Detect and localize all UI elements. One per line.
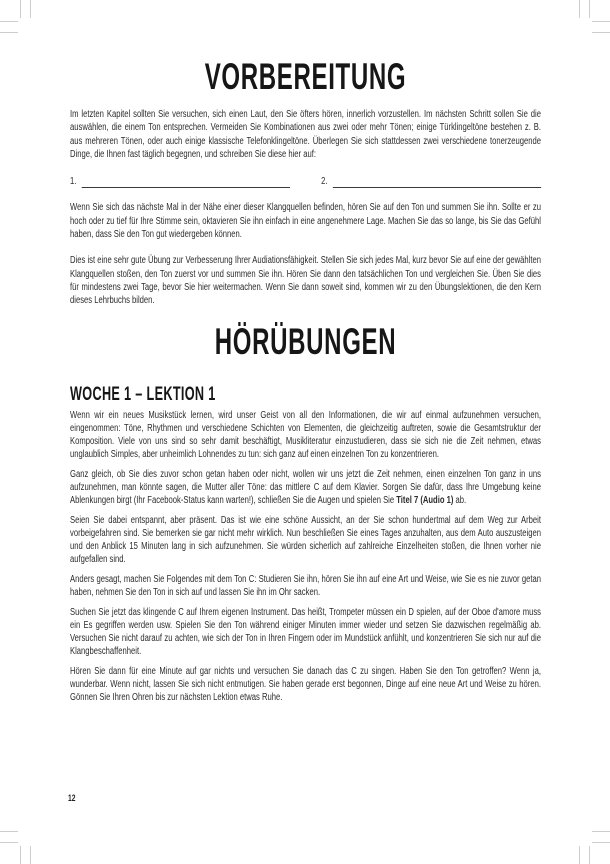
paragraph: Anders gesagt, machen Sie Folgendes mit dem Ton C: Studieren Sie ihn, hören Sie ihn auf eine Art und Weise, wie Sie es nie zuvor getan haben, nehmen Sie den Ton in sich auf und lassen Sie ihn im Ohr sacken.	[70, 573, 541, 598]
crop-mark	[0, 32, 18, 33]
paragraph-text: ab.	[453, 494, 467, 506]
blank-1-line	[82, 176, 290, 188]
blank-1-label: 1.	[70, 176, 77, 188]
lesson-heading-woche1-lektion1: WOCHE 1 – LEKTION 1	[70, 382, 216, 405]
write-in-blanks	[70, 175, 541, 188]
crop-mark	[0, 831, 18, 832]
paragraph-text: Ganz gleich, ob Sie dies zuvor schon getan haben oder nicht, wollen wir uns jetzt die Zeit nehmen, einen einzelnen Ton ganz in uns aufzunehmen, man könnte sagen, die Mutter aller Töne: das mittlere C auf dem Klavier. Sorgen Sie dafür, dass Ihre Umgebung keine Ablenkungen birgt (Ihr Facebook-Status kann warten!), schließen Sie die Augen und spielen Sie	[70, 468, 541, 506]
blank-2-line	[333, 176, 541, 188]
crop-mark	[592, 32, 610, 33]
crop-mark	[579, 0, 580, 18]
paragraph: Im letzten Kapitel sollten Sie versuchen, sich einen Laut, den Sie öfters hören, innerlich vorzustellen. Im nächsten Schritt sollen Sie die auswählen, die einem Ton entsprechen. Vermeiden Sie Kombinationen aus zwei oder mehr Tönen; einige Türklingeltöne bestehen z. B. aus mehreren Tönen, oder auch einige klassische Telefonklingeltöne. Überlegen Sie sich stattdessen zwei verschiedene tonerzeugende Dinge, die Ihnen fast täglich begegnen, und schreiben Sie diese hier auf:	[70, 109, 541, 160]
crop-mark	[30, 846, 31, 864]
chapter-title-hoeruebungen: HÖRÜBUNGEN	[214, 320, 397, 362]
crop-mark	[30, 0, 31, 18]
crop-mark	[0, 842, 18, 843]
paragraph: Suchen Sie jetzt das klingende C auf Ihrem eigenen Instrument. Das heißt, Trompeter müssen ein D spielen, auf der Oboe d'amore muss ein Es gegriffen werden usw. Spielen Sie den Ton während einiger Minuten immer wieder und setzen Sie dazwischen regelmäßig ab. Versuchen Sie nicht darauf zu achten, wie sich der Ton in Ihren Fingern oder im Mundstück anfühlt, und konzentrieren Sie sich nur auf die Klangbeschaffenheit.	[70, 606, 541, 657]
paragraph-with-audio-reference	[70, 468, 541, 507]
crop-mark	[592, 831, 610, 832]
crop-mark	[592, 21, 610, 22]
crop-mark	[592, 842, 610, 843]
crop-mark	[20, 846, 21, 864]
paragraph: Wenn Sie sich das nächste Mal in der Nähe einer dieser Klangquellen befinden, hören Sie auf den Ton und summen Sie ihn. Sollte er zu hoch oder zu tief für Ihre Stimme sein, oktavieren Sie ihn einfach in eine angenehmere Lage. Machen Sie das so lange, bis Sie das Gefühl haben, dass Sie den Ton gut wiedergeben können.	[70, 202, 541, 241]
crop-mark	[589, 846, 590, 864]
section-hoeruebungen-body	[70, 409, 541, 704]
page-content	[70, 0, 541, 704]
blank-2-label: 2.	[321, 176, 328, 188]
section-vorbereitung-body	[70, 108, 541, 308]
blank-1	[70, 175, 290, 188]
audio-track-reference: Titel 7 (Audio 1)	[396, 494, 454, 506]
crop-mark	[0, 21, 18, 22]
blank-2	[321, 175, 541, 188]
crop-mark	[20, 0, 21, 18]
paragraph: Wenn wir ein neues Musikstück lernen, wird unser Geist von all den Informationen, die wir auf einmal aufzunehmen versuchen, eingenommen: Töne, Rhythmen und verschiedene Schichten von Elementen, die gleichzeitig auftreten, sowie die Gesamtstruktur der Komposition. Viele von uns sind so sehr damit beschäftigt, Musikliteratur einzustudieren, dass sie sich nie die Zeit nehmen, etwas unglaublich Simples, aber unheimlich Lohnendes zu tun: sich ganz auf einen einzelnen Ton zu konzentrieren.	[70, 409, 541, 460]
crop-mark	[579, 846, 580, 864]
chapter-title-vorbereitung: VORBEREITUNG	[204, 56, 407, 97]
paragraph: Seien Sie dabei entspannt, aber präsent. Das ist wie eine schöne Aussicht, an der Sie schon hundertmal auf dem Weg zur Arbeit vorbeigefahren sind. Sie bemerken sie gar nicht mehr wirklich. Nun beschließen Sie eines Tages anzuhalten, aus dem Auto auszusteigen und den Anblick 15 Minuten lang in sich aufzunehmen. Sie würden sicherlich auf zahlreiche Einzelheiten stoßen, die Ihnen vorher nie aufgefallen sind.	[70, 514, 541, 565]
paragraph: Dies ist eine sehr gute Übung zur Verbesserung Ihrer Audiationsfähigkeit. Stellen Sie sich jedes Mal, kurz bevor Sie auf eine der gewählten Klangquellen stoßen, den Ton zuerst vor und summen Sie ihn. Hören Sie dann den tatsächlichen Ton und vergleichen Sie. Üben Sie dies für mindestens zwei Tage, bevor Sie hier weitermachen. Wenn Sie dann soweit sind, kommen wir zu den Übungslektionen, die den Kern dieses Lehrbuchs bilden.	[70, 255, 541, 307]
paragraph: Hören Sie dann für eine Minute auf gar nichts und versuchen Sie danach das C zu singen. Haben Sie den Ton getroffen? Wenn ja, wunderbar. Wenn nicht, lassen Sie sich nicht entmutigen. Sie haben gerade erst begonnen, Dinge auf eine neue Art und Weise zu hören. Gönnen Sie Ihren Ohren bis zur nächsten Lektion etwas Ruhe.	[70, 665, 541, 703]
crop-mark	[589, 0, 590, 18]
page-number: 12	[68, 793, 76, 803]
